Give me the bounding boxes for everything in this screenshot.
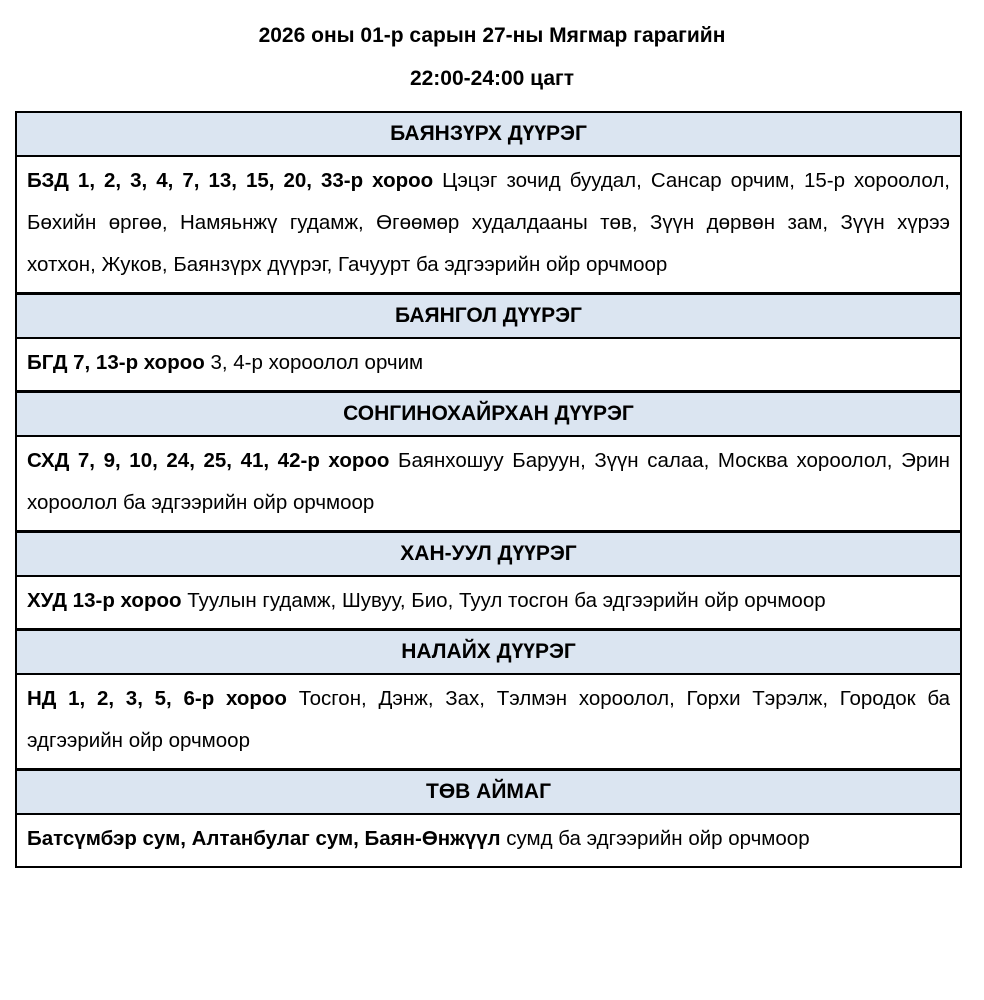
area-text: Туулын гудамж, Шувуу, Био, Туул тосгон ба эдгээрийн ойр орчмоор <box>181 589 826 612</box>
soum-list: Батсүмбэр сум, Алтанбулаг сум, Баян-Өнжүүл <box>27 827 501 850</box>
khoroo-list: БГД 7, 13-р хороо <box>27 351 205 374</box>
section-bayangol <box>17 292 960 390</box>
khoroo-list: СХД 7, 9, 10, 24, 25, 41, 42-р хороо <box>27 449 390 472</box>
area-text: 3, 4-р хороолол орчим <box>204 351 424 374</box>
district-areas <box>17 577 960 628</box>
section-tuv-aimag <box>17 768 960 866</box>
page-title <box>0 0 984 91</box>
section-bayanzurkh <box>17 113 960 292</box>
khoroo-list: НД 1, 2, 3, 5, 6-р хороо <box>27 687 287 710</box>
title-date-line: 2026 оны 01-р сарын 27-ны Мягмар гарагийн <box>258 24 726 47</box>
district-areas <box>17 339 960 390</box>
section-nalaikh <box>17 628 960 768</box>
khoroo-list: ХУД 13-р хороо <box>27 589 182 612</box>
area-text: Баянхошуу Баруун, Зүүн салаа, Москва хороолол, Эрин хороолол ба эдгээрийн ойр орчмоор <box>27 449 950 514</box>
area-text: Цэцэг зочид буудал, Сансар орчим, 15-р хороолол, Бөхийн өргөө, Намяьнжү гудамж, Өгөөмөр худалдааны төв, Зүүн дөрвөн зам, Зүүн хүрээ хотхон, Жуков, Баянзүрх дүүрэг, Гачуурт ба эдгээрийн ойр орчмоор <box>27 169 950 276</box>
district-areas <box>17 815 960 866</box>
district-areas <box>17 157 960 292</box>
district-header: ХАН-УУЛ ДҮҮРЭГ <box>17 530 960 577</box>
district-header: НАЛАЙХ ДҮҮРЭГ <box>17 628 960 675</box>
district-header: БАЯНГОЛ ДҮҮРЭГ <box>17 292 960 339</box>
outage-schedule-table <box>15 111 962 868</box>
district-areas <box>17 675 960 768</box>
area-text: сумд ба эдгээрийн ойр орчмоор <box>500 827 810 850</box>
district-areas <box>17 437 960 530</box>
khoroo-list: БЗД 1, 2, 3, 4, 7, 13, 15, 20, 33-р хороо <box>27 169 434 192</box>
title-time-line: 22:00-24:00 цагт <box>409 67 575 90</box>
district-header: ТӨВ АЙМАГ <box>17 768 960 815</box>
district-header: СОНГИНОХАЙРХАН ДҮҮРЭГ <box>17 390 960 437</box>
section-khan-uul <box>17 530 960 628</box>
section-songinokhairkhan <box>17 390 960 530</box>
district-header: БАЯНЗҮРХ ДҮҮРЭГ <box>17 113 960 157</box>
area-text: Тосгон, Дэнж, Зах, Тэлмэн хороолол, Горхи Тэрэлж, Городок ба эдгээрийн ойр орчмоор <box>27 687 950 752</box>
